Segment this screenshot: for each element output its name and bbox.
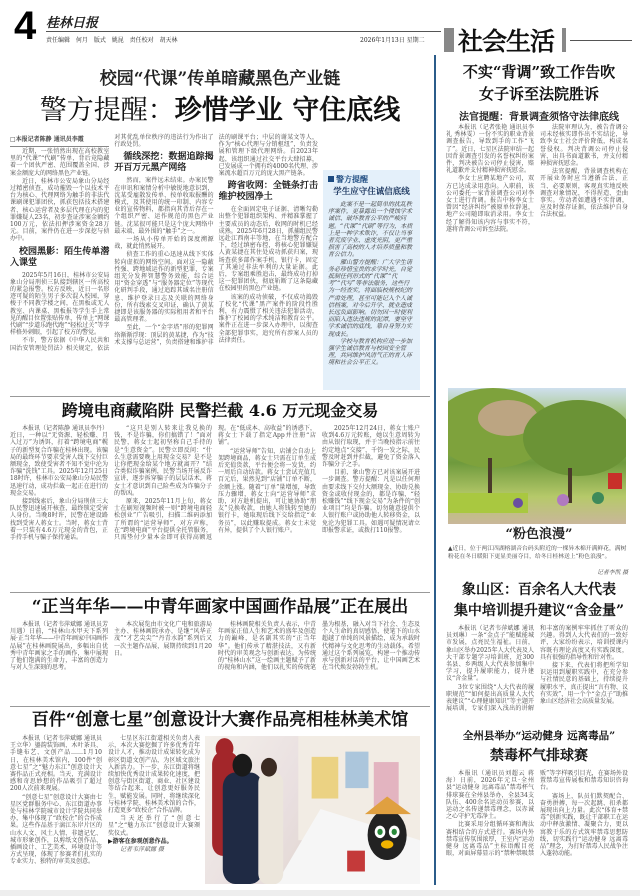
paragraph: 至此，一个“金字塔”形的犯罪网络渐渐浮现：顶层的黄某捷，作为“技术支撑与总运营”，负责搭建和维护非法的刷课平台；中层的谢某文等人，作为“核心代理与分销枢纽”，负责发展和管理下级代理网络。自2023年起，该组织通过社交平台大肆招募，已发展成一个拥有约4000名代理、涉案流水超百万元的庞大黑产链条。 xyxy=(114,134,318,346)
story2-headline: 跨境电商藏陷阱 民警拦截 4.6 万元现金交易 xyxy=(61,401,379,420)
right1-subhead: 法官提醒：背景调查须恪守法律底线 xyxy=(459,112,619,123)
section-title: 社会生活 xyxy=(458,27,555,56)
paragraph: 该案的成功侦破，不仅成功捣毁了校化“代课”黑产案件的阶段性胜利，有力震慑了相关违法犯罪活动，维护了校园的学术纯洁和教育公平。案件正在进一步深入办理中，以彻查全部犯罪事实，追究所有涉案人员的法律责任。 xyxy=(218,293,318,344)
divider xyxy=(10,706,430,707)
paragraph: 一场从小传单开始的深度溯源战，就此悄然展开。 xyxy=(114,236,214,251)
right3-body xyxy=(446,770,628,858)
paragraph: 学校与教育机构应进一步加强学生诚信教育与校园安全管理，共同维护风清气正的育人环境和社会公平正义。 xyxy=(328,337,413,367)
divider xyxy=(10,592,430,593)
headline-part-a: 警方提醒： xyxy=(39,95,175,126)
column-divider xyxy=(434,55,436,885)
paragraph: 然而，案件远未结束。办案民警在审讯和案情分析中敏锐地意识到，沈某受雇散发传单、按单收取报酬的模式，及其使用的统一印制、内容专业的宣传物料，都指向其背后存在一个组织严密、运作规范的黑色产业链。沈某很可能只是这个庞大网络中最末端、最外围的“触手”之一。 xyxy=(114,177,214,235)
photo-title: “粉色浪漫” xyxy=(505,527,573,542)
box-title: 学生应守住诚信底线 xyxy=(333,187,410,197)
right1-headline-2: 女子诉至法院胜诉 xyxy=(478,85,599,103)
story2-body xyxy=(10,425,420,541)
paragraph: 3位专家围绕“人大代表的履职规范”“如何提出高质量人大代表建议”“心理健康知识”等主题开展培训，专家们深入浅出的讲解和丰富的案例牢牢抓住了听众的兴趣。得到人大代表们的一致好评，大家纷纷表示，培训授课内容既有理论高度又有实践深度，具有很强的指导性和针对性。 xyxy=(446,625,628,713)
header-rule xyxy=(46,31,441,32)
paragraph: 目前，象山警方已对该案展开进一步调查。警方提醒：凡是以任何理由要求线下交付大额现金、协助兑换资金或收付现金的，都是诈骗，“轻松赚钱”“线下现金交易”为条件的“创业项目”均是诈骗。切勿随意提供个人银行账户或协助他人转移资金，以免沦为犯罪工具。如遇可疑情况请立即报警求证，或拨打110报警。 xyxy=(322,469,420,534)
paragraph: 近期，一张悄然出现在高校教室里的“代课”“代刷”传单，背后竟隐藏着一个团伙严密、范围覆盖全国、涉案金额庞大的网络黑色产业链。 xyxy=(10,148,110,177)
right2-body xyxy=(446,625,628,712)
paragraph: 本报讯（记者韦萍斌娜 通讯员王立华）鎏韵装饰画、木叶茶具、手缝布艺、文创产品……1月10日，在桂林美术馆内，100件“创意七星”之“魅力东江”创意设计大赛作品正式亮相。当天，充满设计感和奇思妙想的作品吸引了超过200人次前来观展。 xyxy=(10,735,102,793)
photo-credit: 记者李凯 摄 xyxy=(597,570,628,576)
paragraph: 近日，桂林市公安局象山分局经过精密侦查，成功摧毁一个以技术平台为核心、代理网络为触手的非法代课刷课犯罪团伙，抓获包括技术搭建者、核心运营者及多层代理在内的犯罪嫌疑人23名，初步查证涉案金额约100万元，依法扣押涉案资金28万元。目前，案件仍在进一步深挖与侦办中。 xyxy=(10,177,110,243)
exhibition-photo-illustration xyxy=(205,736,420,884)
paragraph: 本报讯（记者韦萍斌娜 通讯员刘琳）一条“金点子”能赋能城市发展，点亮民生福祉。日前，象山区举办2025年人大代表及人大干部专题学习培训班，近300名县、乡两级人大代表参加集中学习，提升履职能力，提升建议“含金量”。 xyxy=(446,625,534,683)
paragraph: 本报讯（记者陈静 通讯员李丹）近日，一种以“无资源、轻松赚、月入过万”为诱饵，打着“跨境电商”幌子的新型复合诈骗在桂林出现。该骗局的最终环节要求受害人线下交付巨额现金，致使受害者不知不觉中沦为诈骗“洗钱”工具。2025年12月25日18时许，桂林市公安局象山分局民警迅速行动，成功拦截一起正在进行的现金交易。 xyxy=(10,425,108,497)
story1-body xyxy=(10,134,318,352)
page-number: 4 xyxy=(14,4,37,48)
paragraph: 李女士应聘某地产公司，双方已达成录用意向。入职前，该公司委托一家背景调查公司对李女士进行背调。报告中称李女士曾因“经济纠纷”被原单位辞退，地产公司随即取消录用。李女士经了解得知该内容与事实不符，遂将背调公司诉至法院。 xyxy=(446,175,534,233)
paragraph: “创意七星”创意设计大赛由七星区党群服务中心、东江街道办事处与桂林学院城市设计学院共同举办，集中体现了“政校企”的合作成果。这些作品基于漓江东岸片区的山水人文、风土人情、非遗记忆、城市形象创作，以剪纸文创作品、插画设计、工艺美术、环境设计等方式呈现，体现了参赛者们扎实的专业实力、独特的审美及创意。 xyxy=(10,793,102,866)
paragraph: 七星区东江街道相关负责人表示，本次大赛挖掘了许多优秀青年设计人才，推动设计成果转化成为彰区街道文创产品，为区域文旅注入新活力。下一步，东江街道将继续加快优秀设计成果转化速度，把创意与街区街道、商业、社区建设等结合起来，让创意更好服务民生，赋能发展。同时，将继续深化与桂林学院、桂林美术馆的合作，打造更多“政校企”合作品牌。 xyxy=(108,735,200,815)
right2-headline-1: 象山区：百余名人大代表 xyxy=(462,582,616,598)
paragraph: 不市，警方依据《中华人民共和国治安管理处罚法》相关规定，依法对其优乱单位秩序的违法行为作出了行政处罚。 xyxy=(10,134,214,352)
section-bar-left xyxy=(444,28,454,52)
paragraph: “这只是别人转来让我兑换的钱，不是诈骗，你们搞错了！”面对民警，蒋女士起初坚称自己手持的是“生意资金”。民警立即反问：“什么生意需要晚上用现金交易？是不是让你把现金给某个地方就离开？”结合类似诈骗案例，民警当场开展反诈宣讲，逐步拆穿骗子的层层话术，蒋女士才意识到自己险些成为诈骗分子的帮凶。 xyxy=(114,425,212,497)
paragraph: 赛场上，队员们默契配合、奋勇拼搏，每一次起跳、扣杀都展现出向上力量。此次“体育+禁毒”创新实践，既让干部职工在运动中释放激情、凝聚合力，更以寓教于乐的方式筑牢禁毒思想防线，切实践行“运动健身 远离毒品”理念，为打好禁毒人民战争注入蓬勃动能。 xyxy=(540,792,628,858)
paragraph: 接下来，代表们将把所学知识运用到履职实践中，在充分参与社情民意的基础上，持续提升履职水平，真正提出“言有物、议有实效”，用一个个“金点子”助推象山区经济社会高质量发展。 xyxy=(540,662,628,706)
page-bottom-margin xyxy=(0,890,640,896)
story3-headline: “正当年华——中青年画家中国画作品展”正在展出 xyxy=(31,597,409,617)
editor-credits: 责任编辑 何月 版式 姚昆 责任校对 胡天林 xyxy=(46,37,178,44)
paragraph: 法院审理认为，被告背调公司未经核实即作出不实结论，导致李女士社会评价降低，构成名誉侵权。判决背调公司停止侵害、出具书面道歉书，并支付精神损害抚慰金。 xyxy=(540,124,628,168)
paragraph: 桂林画院相关负责人表示，中青年画家正值人生和艺术的盛年及创造力的巅峰，是名副其实的“正当年华”。他们传承了精湛技法，又有新时代的审美观念与创新表达。为传统的“桂林山水”这一绘画主题赋予了新的视角和内涵，他们以扎实的传统笔墨为根基，融入对当下社会、生态及个人生命的真切感悟，使笔下的山水超越了单纯的风景描绘，成为承载时代精神与文化思考的生动载体。希望通过这个系列展览，构建一个推动传承与创新对话的平台，让中国画艺术在当代焕发勃勃生机。 xyxy=(218,621,420,672)
paragraph: “运营导师”告知，店铺会自动上架跨境商品，蒋女士只需在订单生成后充值货款，平台便会将一发货，约一周后自动结款。蒋女士尝试充值几百元后，果然见到“店铺”订单不断，余额上涨。随着“订单”量增加，导致压力骤增，蒋女士向“运营导师”求助，对方趁机提出，可让她协助“朋友”兑换收款，由她人将钱转至她的银行卡，她取现后线下交给指定“业务员”，以此赚取提成。蒋女士未觉有异，提供了个人银行账户。 xyxy=(218,447,316,534)
photo-credit: 记者韦萍斌娜 摄 xyxy=(120,846,164,854)
pink-tree-photo xyxy=(448,388,626,524)
right1-headline-1: 不实“背调”致工作告吹 xyxy=(462,63,616,81)
story4-headline: 百件“创意七星”创意设计大赛作品亮相桂林美术馆 xyxy=(31,710,409,730)
right3-headline-2: 禁毒杯气排球赛 xyxy=(490,748,588,764)
issue-date: 2026年1月13日 星期二 xyxy=(360,37,425,44)
paragraph: 本次展览由市文化广电和旅游局主办、桂林画院承办，是继“风华正茂”“才艺尖尖”“丹青水韵”系列后又一次主题作品展，展期持续到1月20日。 xyxy=(114,621,212,657)
police-reminder-box xyxy=(323,170,420,390)
paragraph: 此案不是一起简单的扰乱秩序案件，更暴露出一个侵蚀学术诚信、破坏教育公平的严峻问题。“代课”“代刷”等行为，本质上是一种学术欺诈，不仅让当事者荒废学业、虚度光阴，更严重损害了高校的人才培养质量和教育公信力。 xyxy=(328,201,413,259)
photo-caption: ▶游客在参观创意作品。 xyxy=(108,837,173,845)
subheading: 校园黑影：陌生传单潜入课堂 xyxy=(10,246,110,268)
pink-tree-illustration xyxy=(448,388,626,524)
box-label: 警方提醒 xyxy=(328,175,415,185)
paragraph: 本报讯（记者张艳 通讯员李礼 秀林雯）一份不实的职业背景调查报告，导致到手的工作“飞了”。近日，七星区法院审结一起因背景调查引发的名誉权纠纷案件，判决被告公司停止侵害，赔礼道歉并支付精神损害抚慰金。 xyxy=(446,124,534,175)
header-rule-right xyxy=(570,40,632,41)
story4-body xyxy=(10,735,200,866)
right3-headline-1: 全州县举办“运动健身 远离毒品” xyxy=(462,730,616,742)
paragraph: 接到线索后，象山分局刑侦三大队民警迅速展开核查，最终锁定受害人身份。当晚8时许，民警在建设路找到受害人蒋女士。当时，蒋女士背着一只装有4.6万元现金的背包，正手持手机与骗子保持通话。 xyxy=(10,498,108,542)
paragraph: 在全面固定电子证据、清晰勾勒出整个犯罪组织架构、并精准掌握了主要成员的动态后，收网的时机已经成熟。2025年6月28日，抓捕组民警远赴江西南丰等地，在当地警方配合下，经过缜密布控，将核心犯罪嫌疑人黄某捷在其住处成功抓获归案，现场查获多部作案手机、银行卡，固定了其通过非法牟利的大量证据。此后，专案组乘胜追击，最终成功打掉这一犯罪团伙，彻底斩断了这条隐藏在校园里的黑色产业链。 xyxy=(218,206,318,293)
section-bar-right xyxy=(562,28,566,52)
right1-body xyxy=(446,124,628,233)
paragraph: 原来，2025年11月上旬，蒋女士在刷短视频时被一则“跨境电商轻松创业”广告吸引，扫描二维码添加了所谓的“运营导师”，对方声称，在“跨境电商”平台提供全托管服务，只需垫付少量本金即可获得高额返现。在“低成本、高收益”的诱惑下，蒋女士下载了指定App并注册“店铺”。 xyxy=(114,425,316,542)
photo-caption: ▲近日，位于两江四湖榕湖音台码头附近的一棵异木棉开满鲜花，满树粉花在冬日暖阳下更显美丽夺目，给冬日桂林送上“粉色浪漫”。 xyxy=(448,546,627,560)
paragraph: 本报讯（记者韦萍斌娜 通讯员芳川遇）日前，“桂林山水甲天下系列展·正当年华——中青年画家中国画作品展”在桂林画院展出，多幅出自优秀中青年画家之手的画作，集中展现了他们饱满的生命力，丰富的创造力与对人生深刻的思考。 xyxy=(10,621,108,672)
paragraph: 当天还举行了“创意七星”之“魅力东江”创意设计大赛颁奖仪式。 xyxy=(108,815,200,837)
story3-body xyxy=(10,621,420,671)
paragraph: 2025年12月24日，蒋女士账户收到4.6万元转账，她以生意周转为由从银行取现，并于当晚按指示前往约定地点“交接”，千钧一发之际，民警及时赶到并拦截，避免了资金落入诈骗分子之手。 xyxy=(322,425,420,469)
story1-headline xyxy=(10,94,430,128)
paragraph: 雁山警方提醒：广大学生请务必珍惜宝贵的求学时光，自觉抵制任何形式的“代课”“代考”“代写”等非法服务，这些行为一经查实，将面临校规校纪的严肃处理，甚至可能记入个人诚信档案，对今后升学、就业造成长远负面影响。切勿因一时便利而陷入违法违规的泥潭，要坚守学术诚信的底线，靠自身努力实现成长。 xyxy=(328,258,413,338)
exhibition-photo xyxy=(205,736,420,884)
paragraph: 侦查工作的重心迅速从线下实体转向虚拟的网络空间。面对这一隐蔽性强、跨地域运作的新型犯罪，专案组充分发挥智慧警务效能，综合运用“资金穿透”与“服务器定位”等现代化研判手段，通过追踪其域名注册信息、维护登录日志及关联的网络身份，所有线索交叉印证，确认了黄某捷即是该服务器的实际租用者和平台最高管理者。 xyxy=(114,251,214,324)
masthead-logo: 桂林日报 xyxy=(46,16,99,31)
paragraph: 本报讯（通讯员刘超云 蒋海）日前，2026年元旦·全州县“运动健身 远离毒品”禁毒杯气排球赛在全州县举办，全县34支队伍、400余名运动员参赛，以运动之名传递禁毒理念，以赤诚之心守护无毒净土。 xyxy=(446,770,534,821)
story1-kicker: 校园“代课”传单暗藏黑色产业链 xyxy=(99,69,341,89)
right2-headline-2: 集中培训提升建议“含金量” xyxy=(453,603,625,619)
subheading: 跨省收网：全链条打击维护校园净土 xyxy=(218,181,318,203)
paragraph: 2025年5月16日，桂林市公安局象山分局刑侦三队接到辖区一所高校的紧急报警。校方反映，近日一名形迹可疑的陌生男子多次混入校园，穿梭于不同教学楼之间，在黑板或无人教室、内课桌、黑板报等学生手上常见的醒目位置张贴传单，传单上“网课代刷”“步道乐跑代跑”“轻松过关”等字样格外刺眼，引起了校方的警觉。 xyxy=(10,271,110,337)
paragraph: 法官提醒，背景调查机构在开展业务时应当遵循合法、正当、必要原则，客观真实地反映调查对象情况，不得捏造、歪曲事实。劳动者如遭遇不实背调，应及时保存证据，依法维护自身合法权益。 xyxy=(540,168,628,219)
divider xyxy=(10,396,430,397)
byline: □本报记者陈静 通讯员李霞 xyxy=(10,134,109,147)
headline-part-b: 珍惜学业 守住底线 xyxy=(174,95,401,126)
subheading: 循线深挖：数据追踪揭开百万元黑产网络 xyxy=(114,152,214,174)
paragraph: 比赛采用分组循环赛和淘汰赛相结合的方式进行。赛场内外禁毒宣传氛围浓厚，王室内“运动健身 远离毒品”主标语醒目亮眼，对面屏幕显示的“禁种禁吸禁贩”等字样吸引目光，在赛场外设置禁毒宣传展板和禁毒知识咨询台。 xyxy=(446,770,628,858)
